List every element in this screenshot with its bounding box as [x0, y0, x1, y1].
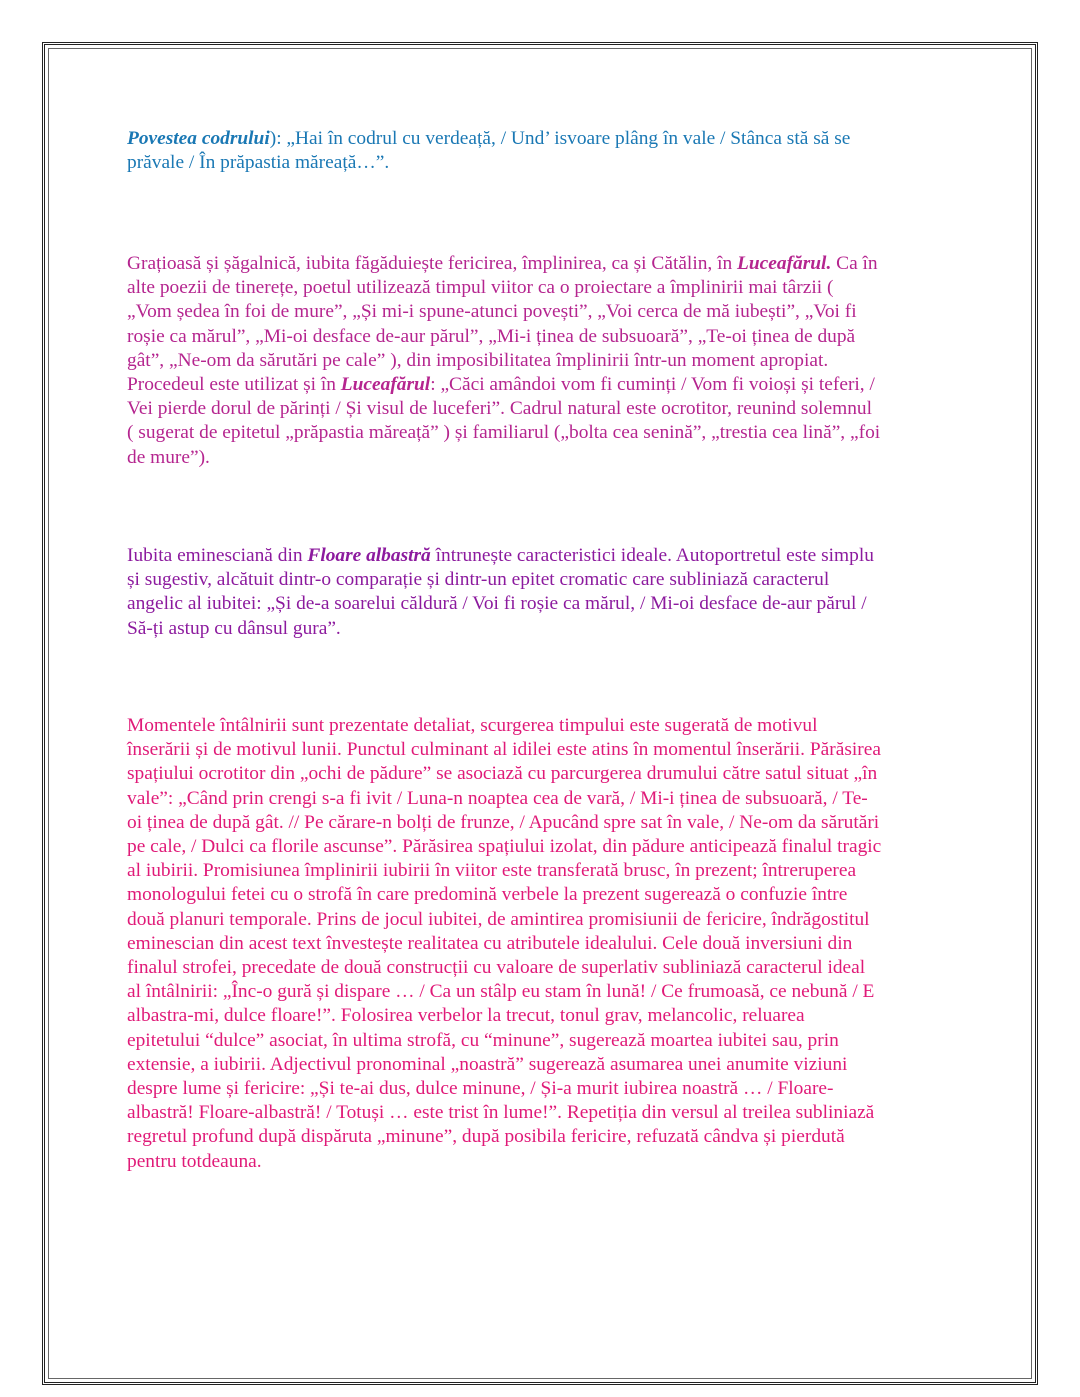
text-line — [127, 617, 967, 641]
text-line — [127, 446, 967, 470]
text-line — [127, 932, 967, 956]
text-line — [127, 421, 967, 445]
text-segment: al iubirii. Promisiunea împlinirii iubirii în viitor este transferată brusc, în prezent; întreruperea — [127, 860, 857, 882]
text-segment: angelic al iubitei: „Și de-a soarelui căldură / Voi fi roșie ca mărul, / Mi-oi desface de-aur părul / — [127, 593, 867, 615]
text-segment: despre lume și fericire: „Și te-ai dus, dulce minune, / Și-a murit iubirea noastră … / Floare- — [127, 1078, 834, 1100]
paragraph-povestea-codrului — [127, 127, 967, 175]
text-line — [127, 859, 967, 883]
text-segment: extensie, a iubirii. Adjectivul pronominal „noastră” sugerează asumarea unei anumite viziuni — [127, 1053, 848, 1075]
text-line — [127, 1004, 967, 1028]
text-segment: roșie ca mărul”, „Mi-oi desface de-aur părul”, „Mi-i ținea de subsuoară”, „Te-oi ținea de după — [127, 325, 856, 347]
text-segment: înserării și de motivul lunii. Punctul culminant al idilei este atins în momentul înserării. Părăsirea — [127, 739, 881, 761]
text-segment: pentru totdeauna. — [127, 1150, 262, 1172]
text-line — [127, 592, 967, 616]
text-line — [127, 835, 967, 859]
text-line — [127, 397, 967, 421]
paragraph-floare-albastra — [127, 544, 967, 641]
text-line — [127, 568, 967, 592]
text-line — [127, 714, 967, 738]
text-segment: Procedeul este utilizat și în — [127, 374, 341, 396]
text-segment: spațiului ocrotitor din „ochi de pădure” se asociază cu parcurgerea drumului către satul situat „în — [127, 763, 878, 785]
text-line — [127, 787, 967, 811]
text-line — [127, 762, 967, 786]
text-segment: albastra-mi, dulce floare!”. Folosirea verbelor la trecut, tonul grav, melancolic, reluarea — [127, 1005, 805, 1027]
text-line — [127, 1029, 967, 1053]
text-line — [127, 276, 967, 300]
text-segment: Să-ți astup cu dânsul gura”. — [127, 617, 341, 639]
text-segment: Grațioasă și șăgalnică, iubita făgăduiește fericirea, împlinirea, ca și Cătălin, în — [127, 253, 738, 274]
text-line — [127, 1053, 967, 1077]
text-line — [127, 349, 967, 373]
text-segment: albastră! Floare-albastră! / Totuși … este trist în lume!”. Repetiția din versul al treilea subliniază — [127, 1102, 875, 1124]
text-segment: Iubita eminesciană din — [127, 545, 308, 566]
text-segment: gât”, „Ne-om da sărutări pe cale” ), din imposibilitatea împlinirii într-un moment apropiat. — [127, 349, 829, 371]
text-segment: întrunește caracteristici ideale. Autoportretul este simplu — [430, 545, 874, 566]
text-segment: „Vom ședea în foi de mure”, „Și mi-i spune-atunci povești”, „Voi cerca de mă iubești”, „Voi fi — [127, 301, 857, 323]
text-segment: oi ținea de după gât. // Pe cărare-n bolți de frunze, / Apucând spre sat în vale, / Ne-om da sărutări — [127, 811, 880, 833]
text-segment: Vei pierde dorul de părinți / Și visul de luceferi”. Cadrul natural este ocrotitor, reunind solemnul — [127, 398, 873, 420]
work-title: Floare albastră — [307, 545, 431, 566]
text-segment: regretul profund după dispăruta „minune”, după posibila fericire, refuzată cândva și pierdută — [127, 1126, 845, 1148]
text-line — [127, 325, 967, 349]
text-line — [127, 1101, 967, 1125]
text-segment: prăvale / În prăpastia măreață…”. — [127, 152, 390, 174]
text-line — [127, 980, 967, 1004]
text-segment: două planuri temporale. Prins de jocul iubitei, de amintirea promisiunii de fericire, îndrăgostitul — [127, 908, 870, 930]
text-line — [127, 252, 967, 276]
text-segment: și sugestiv, alcătuit dintr-o comparație și dintr-un epitet cromatic care subliniază caracterul — [127, 569, 830, 591]
text-segment: vale”: „Când prin crengi s-a fi ivit / Luna-n noaptea cea de vară, / Mi-i ținea de subsuoară, / Te- — [127, 787, 868, 809]
text-segment: ( sugerat de epitetul „prăpastia măreață” ) și familiarul („bolta cea senină”, „trestia cea lină”, „foi — [127, 422, 881, 444]
text-segment: monologului fetei cu o strofă în care predomină verbele la prezent sugerează o confuzie între — [127, 884, 848, 906]
text-line — [127, 908, 967, 932]
text-segment: pe cale, / Dulci ca florile ascunse”. Părăsirea spațiului izolat, din pădure anticipează finalul tragic — [127, 836, 882, 858]
text-line — [127, 373, 967, 397]
text-line — [127, 811, 967, 835]
paragraph-momentele-intalnirii — [127, 714, 967, 1174]
text-segment: Momentele întâlnirii sunt prezentate detaliat, scurgerea timpului este sugerată de motivul — [127, 715, 818, 736]
work-title: Povestea codrului — [127, 128, 270, 149]
text-segment: : „Căci amândoi vom fi cuminți / Vom fi voioși și teferi, / — [430, 374, 875, 396]
text-line — [127, 300, 967, 324]
text-segment: al întâlnirii: „Înc-o gură și dispare … / Ca un stâlp eu stam în lună! / Ce frumoasă, ce nebună / E — [127, 981, 875, 1003]
text-segment: ): „Hai în codrul cu verdeață, / Und’ isvoare plâng în vale / Stânca stă să se — [269, 128, 851, 149]
text-line — [127, 956, 967, 980]
text-line — [127, 151, 967, 175]
text-segment: de mure”). — [127, 446, 210, 468]
text-line — [127, 1077, 967, 1101]
work-title: Luceafărul. — [737, 253, 832, 274]
text-line — [127, 883, 967, 907]
text-line — [127, 544, 967, 568]
text-line — [127, 738, 967, 762]
text-segment: Ca în — [831, 253, 878, 274]
text-segment: alte poezii de tinerețe, poetul utilizează timpul viitor ca o proiectare a împlinirii mai târzii ( — [127, 277, 834, 299]
text-line — [127, 1125, 967, 1149]
text-line — [127, 1150, 967, 1174]
text-line — [127, 127, 967, 151]
text-segment: eminescian din acest text învestește realitatea cu atributele idealului. Cele două inversiuni din — [127, 932, 853, 954]
work-title: Luceafărul — [340, 374, 431, 396]
text-segment: epitetului “dulce” asociat, în ultima strofă, cu “minune”, sugerează moartea iubitei sau, prin — [127, 1029, 839, 1051]
text-segment: finalul strofei, precedate de două construcții cu valoare de superlativ subliniază caracterul ideal — [127, 957, 866, 979]
paragraph-gratioasa — [127, 252, 967, 470]
